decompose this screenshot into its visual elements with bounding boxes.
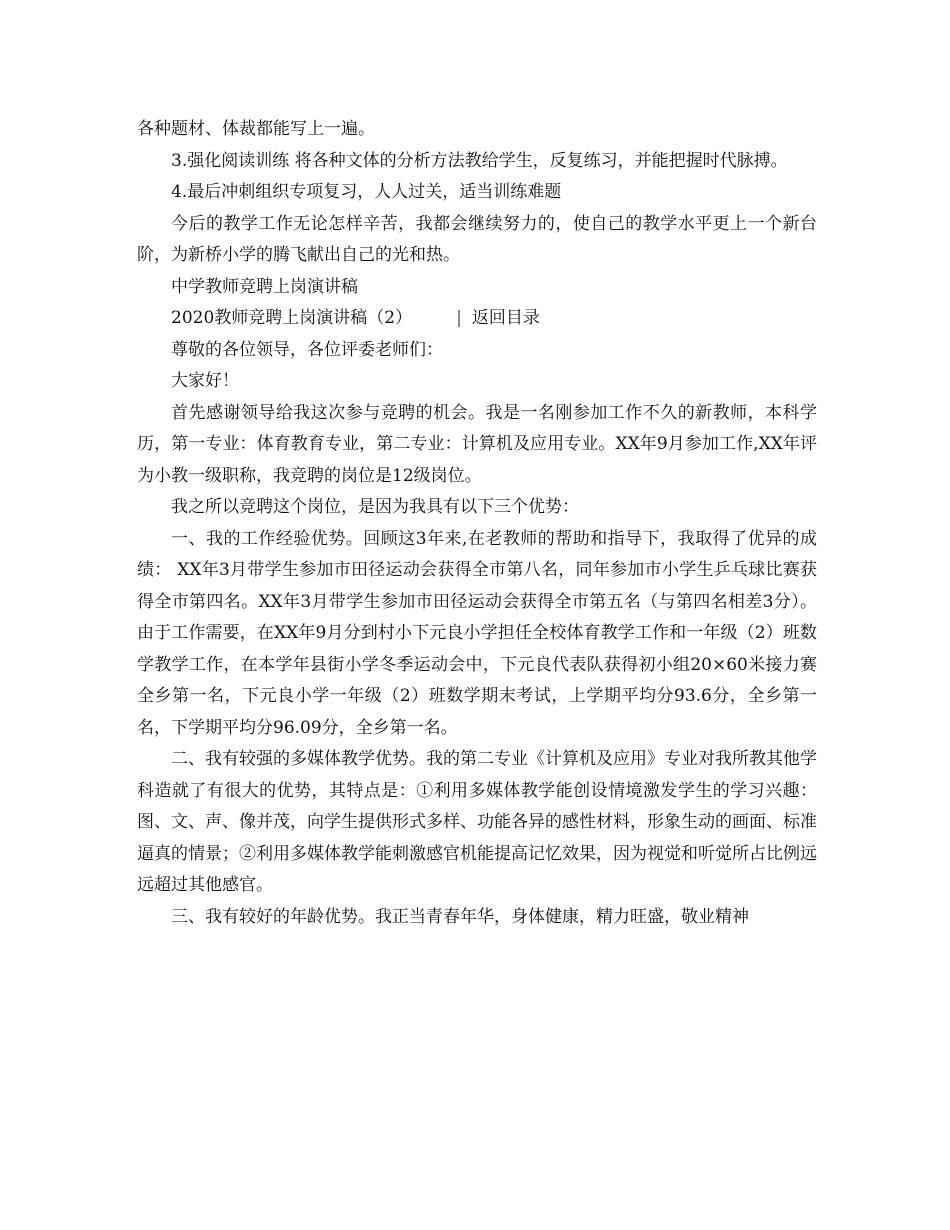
document-body [137,114,817,933]
paragraph: 二、我有较强的多媒体教学优势。我的第二专业《计算机及应用》专业对我所教其他学科造就了有很大的优势，其特点是：①利用多媒体教学能创设情境激发学生的学习兴趣：图、文、声、像并茂，向学生提供形式多样、功能各异的感性材料，形象生动的画面、标准逼真的情景；②利用多媒体教学能刺激感官机能提高记忆效果，因为视觉和听觉所占比例远远超过其他感官。 [137,749,817,895]
toc-link-line [137,303,817,335]
back-to-contents-link[interactable]: 返回目录 [471,308,540,328]
paragraph: 4.最后冲刺组织专项复习，人人过关，适当训练难题 [171,182,562,202]
paragraph: 各种题材、体裁都能写上一遍。 [137,119,375,139]
paragraph: 三、我有较好的年龄优势。我正当青春年华，身体健康，精力旺盛，敬业精神 [171,906,749,927]
paragraph: 我之所以竞聘这个岗位，是因为我具有以下三个优势： [171,497,579,517]
greeting: 大家好！ [171,371,239,391]
paragraph: 3.强化阅读训练 将各种文体的分析方法教给学生，反复练习，并能把握时代脉搏。 [171,150,788,171]
paragraph: 首先感谢领导给我这次参与竞聘的机会。我是一名刚参加工作不久的新教师，本科学历，第一专业：体育教育专业，第二专业：计算机及应用专业。XX年9月参加工作,XX年评为小教一级职称，我竞聘的岗位是12级岗位。 [137,402,817,486]
salutation: 尊敬的各位领导，各位评委老师们： [171,339,443,360]
speech-title: 2020教师竞聘上岗演讲稿（2） [171,308,413,328]
paragraph: 一、我的工作经验优势。回顾这3年来,在老教师的帮助和指导下，我取得了优异的成绩： XX年3月带学生参加市田径运动会获得全市第八名，同年参加市小学生乒乓球比赛获得全市第四名。XX年3月带学生参加市田径运动会获得全市第五名（与第四名相差3分）。由于工作需要，在XX年9月分到村小下元良小学担任全校体育教学工作和一年级（2）班数学教学工作，在本学年县街小学冬季运动会中，下元良代表队获得初小组20×60米接力赛全乡第一名，下元良小学一年级（2）班数学期末考试，上学期平均分93.6分，全乡第一名，下学期平均分96.09分，全乡第一名。 [137,528,817,738]
paragraph: 今后的教学工作无论怎样辛苦，我都会继续努力的，使自己的教学水平更上一个新台阶，为新桥小学的腾飞献出自己的光和热。 [137,213,817,265]
link-separator: | [456,308,462,328]
section-heading: 中学教师竞聘上岗演讲稿 [171,276,358,297]
